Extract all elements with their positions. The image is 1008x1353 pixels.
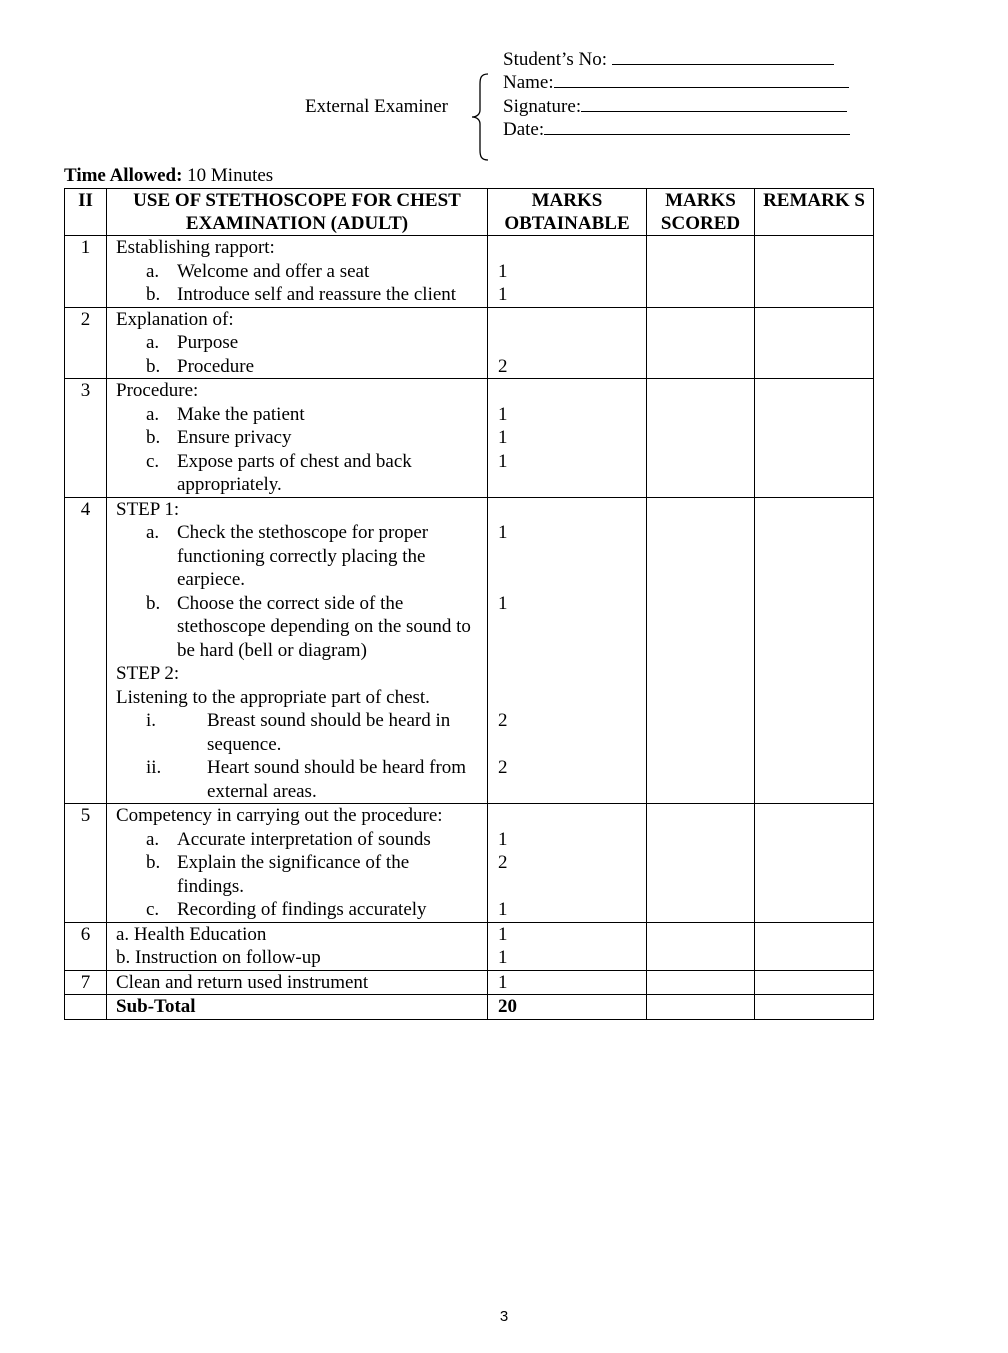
row-number: 5 — [65, 804, 107, 923]
row-item: Establishing rapport: a. Welcome and offer a seat b. Introduce self and reassure the client — [107, 236, 488, 308]
table-row — [65, 970, 874, 995]
name-line[interactable] — [554, 71, 849, 88]
header-marks-scored: MARKS SCORED — [647, 189, 755, 236]
page-number: 3 — [499, 1308, 509, 1325]
row-marks: 1 — [488, 970, 647, 995]
row-number: 2 — [65, 307, 107, 379]
remarks-cell[interactable] — [755, 236, 874, 308]
marks-scored-cell[interactable] — [647, 995, 755, 1020]
subtotal-value: 20 — [488, 995, 647, 1020]
signature-field[interactable]: Signature: — [503, 95, 850, 118]
row-item: Clean and return used instrument — [107, 970, 488, 995]
row-marks: 2 — [488, 307, 647, 379]
table-row — [65, 804, 874, 923]
row-item: Competency in carrying out the procedure: a. Accurate interpretation of sounds b. Explain the significance of the findings. c. Recording of findings accurately — [107, 804, 488, 923]
marks-scored-cell[interactable] — [647, 804, 755, 923]
subtotal-row — [65, 995, 874, 1020]
remarks-cell[interactable] — [755, 804, 874, 923]
header-item: USE OF STETHOSCOPE FOR CHEST EXAMINATION (ADULT) — [107, 189, 488, 236]
brace-icon — [470, 72, 494, 162]
row-item: a. Health Education b. Instruction on follow-up — [107, 922, 488, 970]
table-row — [65, 379, 874, 498]
remarks-cell[interactable] — [755, 307, 874, 379]
row-number: 4 — [65, 497, 107, 804]
remarks-cell[interactable] — [755, 995, 874, 1020]
checklist-table — [64, 188, 874, 1020]
remarks-cell[interactable] — [755, 379, 874, 498]
row-marks: 1 1 — [488, 922, 647, 970]
row-item: STEP 1: a. Check the stethoscope for proper functioning correctly placing the earpiece. b. Choose the correct side of the stethoscope depending on the sound to be hard (bell or diagram) STEP 2: Listening to the appropriate part of chest. i. Breast sound should be heard in sequence. ii. Heart sound should be heard from external areas. — [107, 497, 488, 804]
remarks-cell[interactable] — [755, 497, 874, 804]
header-marks-obtainable: MARKS OBTAINABLE — [488, 189, 647, 236]
row-number: 7 — [65, 970, 107, 995]
row-item: Procedure: a. Make the patient b. Ensure privacy c. Expose parts of chest and back appropriately. — [107, 379, 488, 498]
table-row — [65, 307, 874, 379]
remarks-cell[interactable] — [755, 922, 874, 970]
date-line[interactable] — [544, 118, 850, 135]
row-number: 6 — [65, 922, 107, 970]
marks-scored-cell[interactable] — [647, 307, 755, 379]
examiner-fields — [503, 48, 850, 141]
row-marks: 1 1 2 2 — [488, 497, 647, 804]
table-row — [65, 497, 874, 804]
student-no-line[interactable] — [612, 48, 834, 65]
external-examiner-label: External Examiner — [305, 96, 448, 117]
table-row — [65, 236, 874, 308]
row-marks: 1 1 — [488, 236, 647, 308]
name-field[interactable]: Name: — [503, 71, 850, 94]
row-item: Explanation of: a. Purpose b. Procedure — [107, 307, 488, 379]
student-no-field[interactable]: Student’s No: — [503, 48, 850, 71]
row-number: 1 — [65, 236, 107, 308]
header-remarks: REMARK S — [755, 189, 874, 236]
remarks-cell[interactable] — [755, 970, 874, 995]
marks-scored-cell[interactable] — [647, 379, 755, 498]
row-number: 3 — [65, 379, 107, 498]
marks-scored-cell[interactable] — [647, 922, 755, 970]
marks-scored-cell[interactable] — [647, 970, 755, 995]
row-marks: 1 1 1 — [488, 379, 647, 498]
date-field[interactable]: Date: — [503, 118, 850, 141]
marks-scored-cell[interactable] — [647, 497, 755, 804]
row-marks: 1 2 1 — [488, 804, 647, 923]
marks-scored-cell[interactable] — [647, 236, 755, 308]
table-row — [65, 922, 874, 970]
subtotal-label: Sub-Total — [107, 995, 488, 1020]
table-header-row — [65, 189, 874, 236]
time-allowed: Time Allowed: 10 Minutes — [64, 165, 274, 186]
signature-line[interactable] — [581, 95, 847, 112]
header-no: II — [65, 189, 107, 236]
